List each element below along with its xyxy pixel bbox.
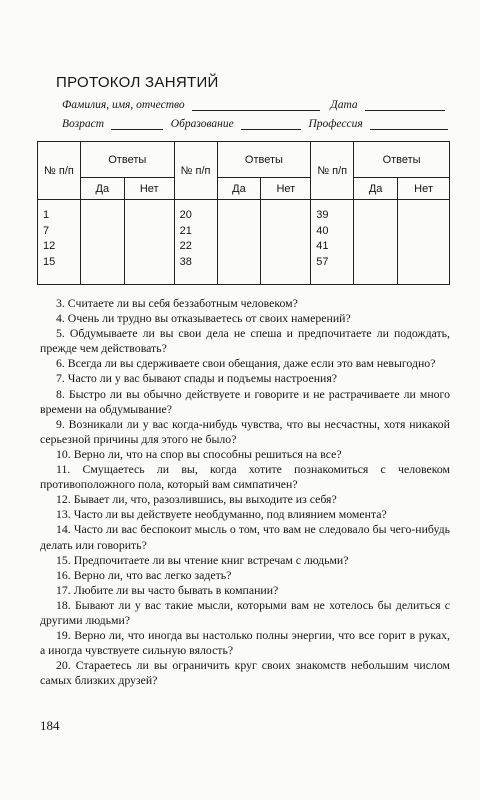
- protocol-title: ПРОТОКОЛ ЗАНЯТИЙ: [56, 74, 219, 91]
- no-cell-1: [124, 200, 174, 285]
- question-item: 12. Бывает ли, что, разозлившись, вы выходите из себя?: [56, 492, 337, 507]
- question-item: 8. Быстро ли вы обычно действуете и говорите и не растрачиваете ли много времени на обдумывание?: [40, 386, 450, 416]
- yes-header-1: Да: [80, 178, 124, 200]
- age-blank: [111, 117, 163, 130]
- numbers-col-3: [311, 200, 354, 285]
- yes-cell-3: [354, 200, 398, 285]
- education-label: Образование: [170, 118, 234, 130]
- date-label: Дата: [330, 99, 358, 111]
- question-item: 18. Бывают ли у вас такие мысли, которыми вам не хотелось бы делиться с другими людьми?: [40, 597, 450, 627]
- question-item: 7. Часто ли у вас бывают спады и подъемы настроения?: [56, 371, 337, 386]
- form-row-age-education-profession: [62, 117, 448, 130]
- question-item: 16. Верно ли, что вас легко задеть?: [56, 567, 232, 582]
- profession-label: Профессия: [308, 118, 363, 130]
- table-cell-number: 1: [43, 209, 50, 221]
- question-item: 5. Обдумываете ли вы свои дела не спеша и предпочитаете ли подождать, прежде чем действовать?: [40, 326, 450, 356]
- question-item: 17. Любите ли вы часто бывать в компании?: [56, 582, 279, 597]
- questions-list: [40, 296, 450, 688]
- question-item: 10. Верно ли, что на спор вы способны решиться на все?: [56, 446, 342, 461]
- yes-cell-2: [217, 200, 261, 285]
- num-header-1: № п/п: [38, 142, 81, 200]
- table-cell-number: 15: [43, 255, 56, 268]
- page-number: 184: [40, 718, 60, 733]
- question-item: 9. Возникали ли у вас когда-нибудь чувства, что вы несчастны, хотя никакой серьезной причины для этого не было?: [40, 416, 450, 446]
- num-header-2: № п/п: [174, 142, 217, 200]
- answers-table: [37, 141, 450, 285]
- no-header-2: Нет: [261, 178, 311, 200]
- answers-header-3: Ответы: [354, 142, 450, 178]
- numbers-col-1: [38, 200, 81, 285]
- table-cell-number: 40: [316, 224, 329, 237]
- question-item: 6. Всегда ли вы сдерживаете свои обещания, даже если это вам невыгодно?: [56, 356, 436, 371]
- education-blank: [241, 117, 301, 130]
- name-label: Фамилия, имя, отчество: [62, 99, 185, 111]
- answers-header-1: Ответы: [80, 142, 174, 178]
- yes-cell-1: [80, 200, 124, 285]
- table-cell-number: 41: [316, 240, 329, 252]
- name-blank: [192, 98, 320, 111]
- table-cell-number: 7: [43, 224, 50, 237]
- question-item: 13. Часто ли вы действуете необдуманно, под влиянием момента?: [56, 507, 387, 522]
- numbers-col-2: [174, 200, 217, 285]
- question-item: 20. Стараетесь ли вы ограничить круг своих знакомств небольшим числом самых близких друзей?: [40, 658, 450, 688]
- question-item: 4. Очень ли трудно вы отказываетесь от своих намерений?: [56, 311, 351, 326]
- table-cell-number: 57: [316, 255, 329, 268]
- table-cell-number: 12: [43, 240, 56, 252]
- yes-header-3: Да: [354, 178, 398, 200]
- table-cell-number: 20: [179, 209, 192, 221]
- table-cell-number: 22: [179, 240, 192, 252]
- form-row-name-date: [62, 98, 445, 111]
- age-label: Возраст: [62, 118, 105, 130]
- question-item: 15. Предпочитаете ли вы чтение книг встречам с людьми?: [56, 552, 349, 567]
- num-header-3: № п/п: [311, 142, 354, 200]
- table-cell-number: 38: [179, 255, 192, 268]
- no-header-3: Нет: [398, 178, 450, 200]
- yes-header-2: Да: [217, 178, 261, 200]
- no-cell-3: [398, 200, 450, 285]
- question-item: 19. Верно ли, что иногда вы настолько полны энергии, что все горит в руках, а иногда чувствуете сильную вялость?: [40, 628, 450, 658]
- question-item: 3. Считаете ли вы себя беззаботным человеком?: [56, 296, 298, 310]
- question-item: 11. Смущаетесь ли вы, когда хотите познакомиться с человеком противоположного пола, который вам симпатичен?: [40, 462, 450, 492]
- answers-header-2: Ответы: [217, 142, 311, 178]
- profession-blank: [370, 117, 448, 130]
- date-blank: [365, 98, 445, 111]
- table-cell-number: 39: [316, 209, 329, 221]
- no-cell-2: [261, 200, 311, 285]
- no-header-1: Нет: [124, 178, 174, 200]
- table-cell-number: 21: [179, 224, 192, 237]
- question-item: 14. Часто ли вас беспокоит мысль о том, что вам не следовало бы чего-нибудь делать или говорить?: [40, 522, 450, 552]
